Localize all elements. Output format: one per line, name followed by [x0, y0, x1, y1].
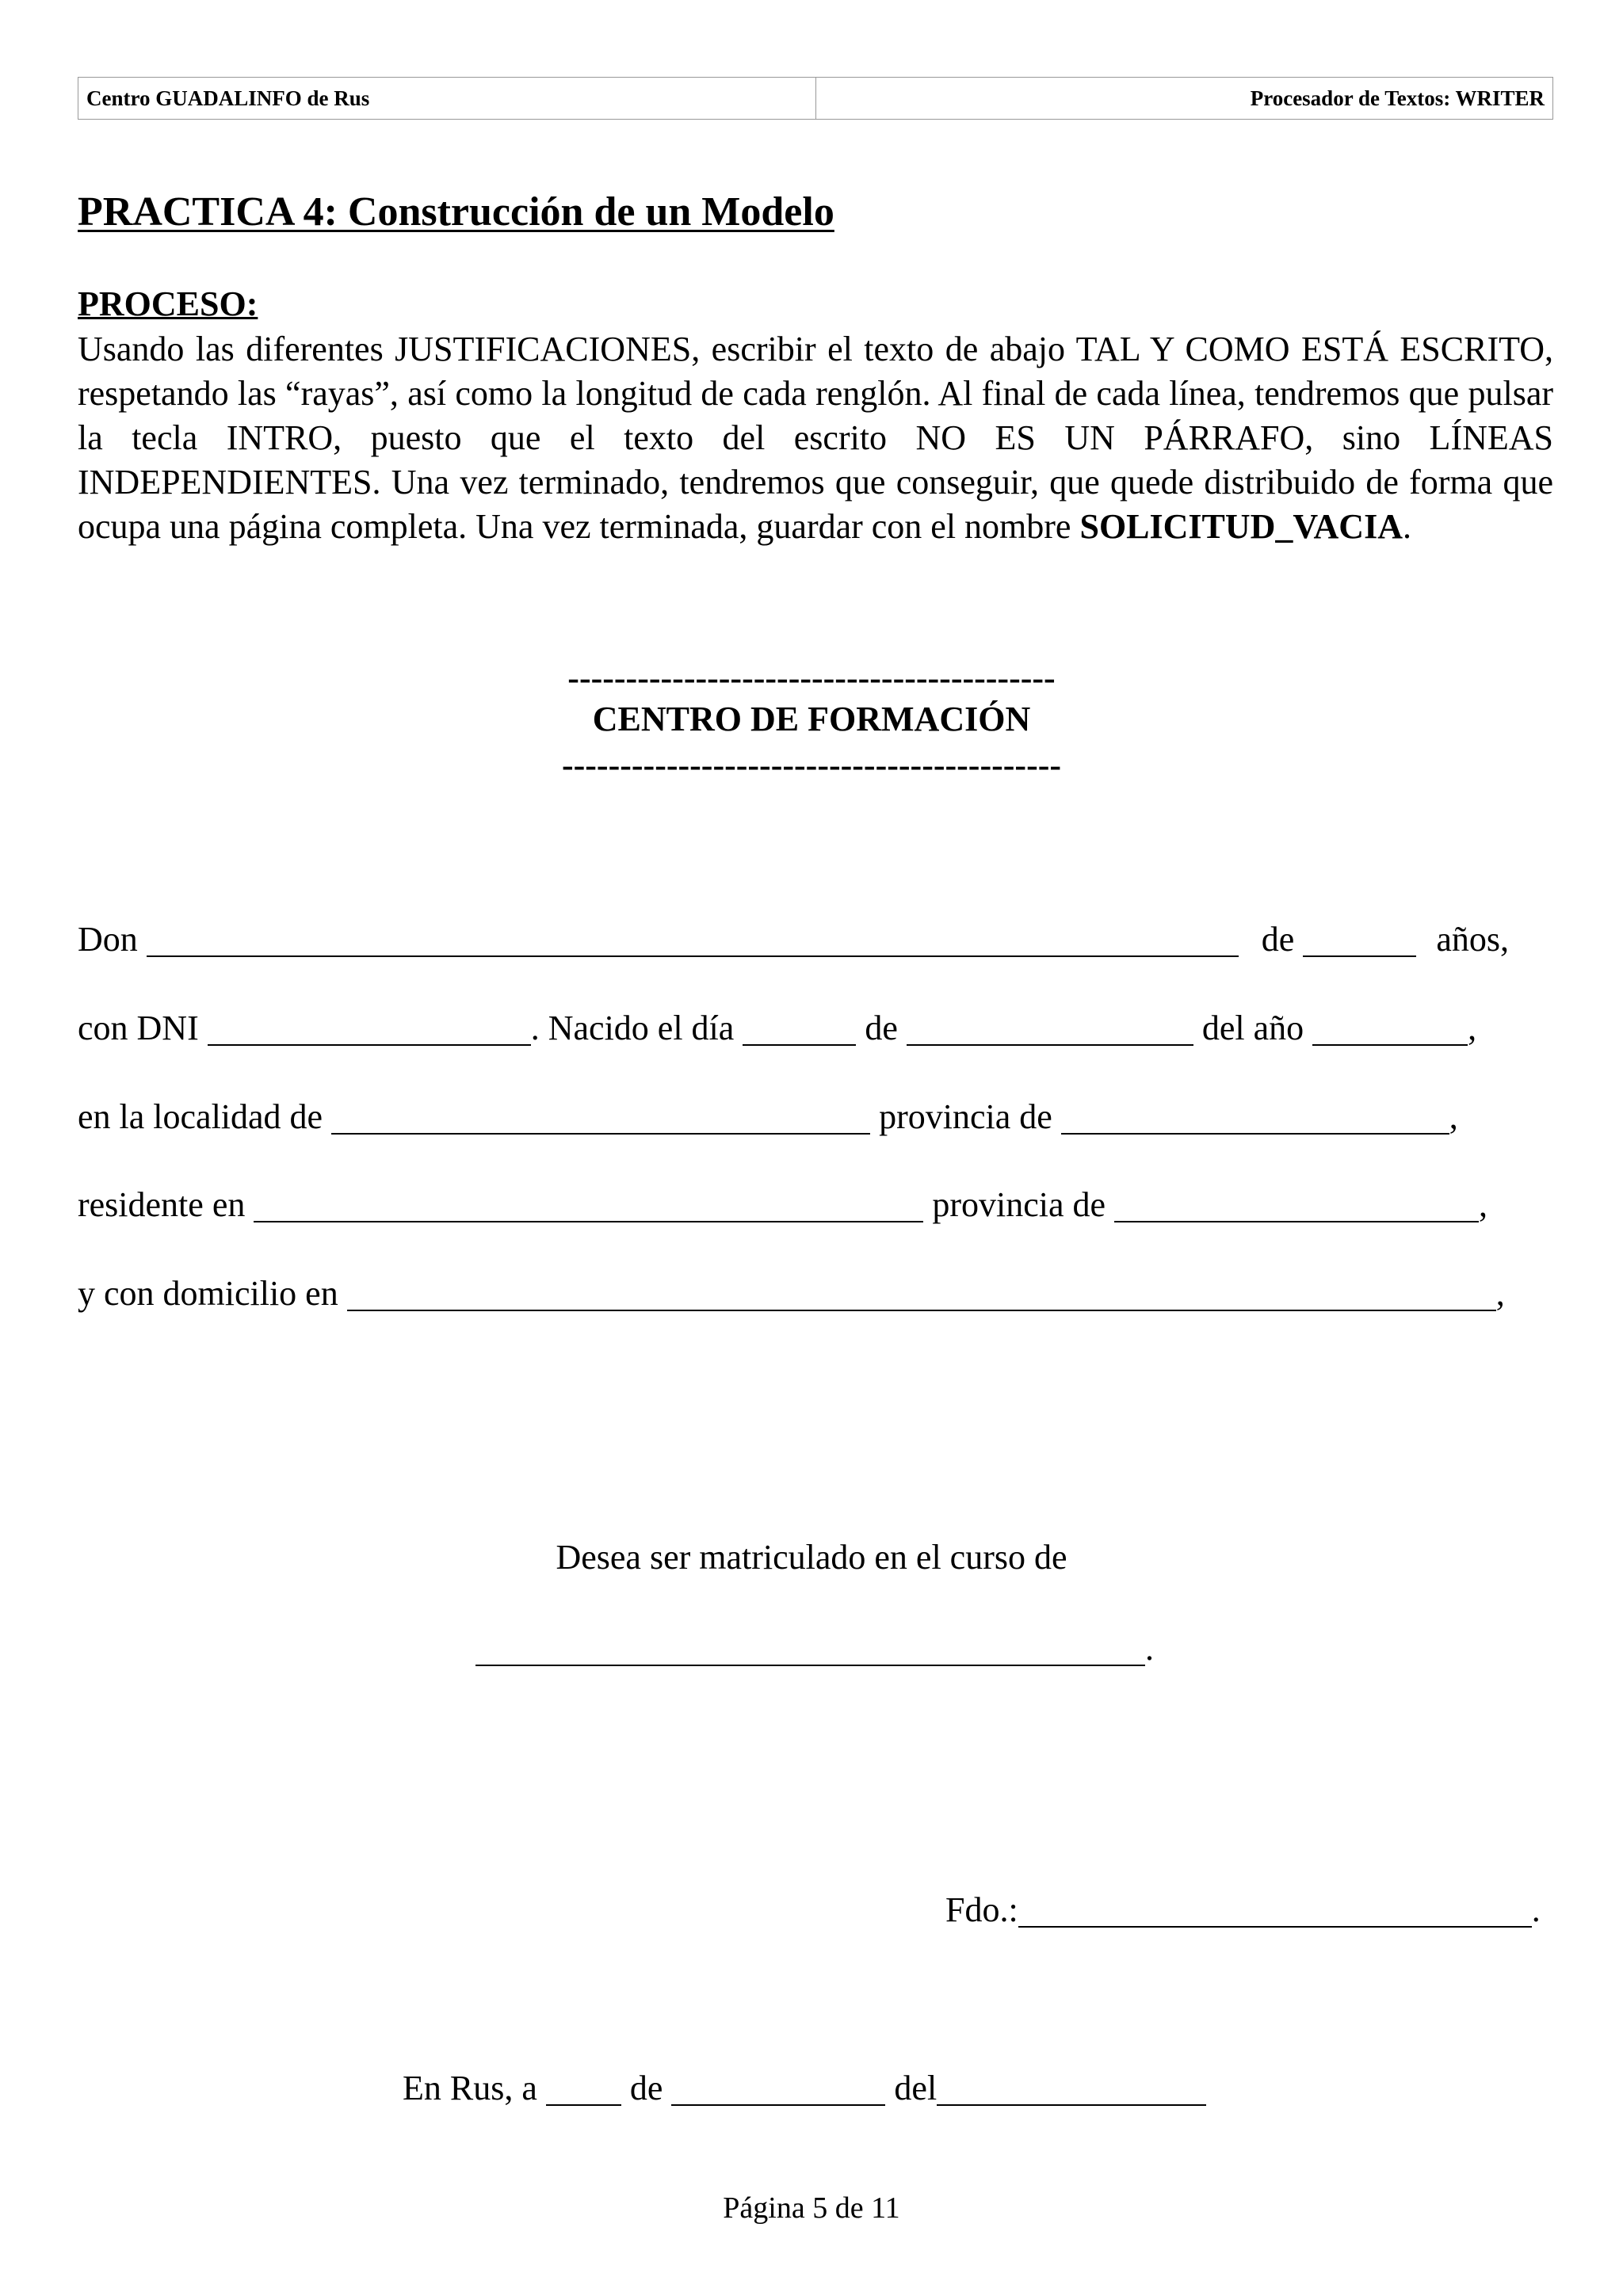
de-label-2: de: [865, 1009, 898, 1047]
de-label: de: [1261, 920, 1295, 959]
mes-blank: [671, 2073, 885, 2106]
day-blank: [743, 1013, 856, 1046]
comma: ,: [1479, 1185, 1488, 1224]
domicilio-blank: [347, 1278, 1496, 1311]
desea-text: Desea ser matriculado en el curso de: [556, 1538, 1067, 1577]
provincia-label-2: provincia de: [932, 1185, 1106, 1224]
del-label: del: [894, 2069, 938, 2107]
dashes-bottom: -------------------------------------------: [561, 746, 1062, 784]
year-blank: [1312, 1013, 1468, 1046]
dni-blank: [208, 1013, 531, 1046]
curso-line: [475, 1628, 1154, 1669]
form-line-domicilio: [78, 1273, 1568, 1314]
dni-label: con DNI: [78, 1009, 199, 1047]
localidad-label: en la localidad de: [78, 1097, 323, 1136]
don-label: Don: [78, 920, 138, 959]
provincia-blank: [1061, 1101, 1449, 1135]
firma-line: [945, 1890, 1541, 1930]
fdo-label: Fdo.:: [945, 1890, 1018, 1929]
firma-blank: [1018, 1894, 1532, 1928]
curso-end: .: [1145, 1629, 1154, 1668]
residente-blank: [254, 1189, 923, 1222]
intro-text: Usando las diferentes JUSTIFICACIONES, escribir el texto de abajo TAL Y COMO ESTÁ ESCRITO, respetando las “rayas”, así como la longitud de cada renglón. Al final de cada línea, tendremos que pulsar la tecla INTRO, puesto que el texto del escrito NO ES UN PÁRRAFO, sino LÍNEAS INDEPENDIENTES. Una vez terminado, tendremos que conseguir, que quede distribuido de forma que ocupa una página completa. Una vez terminada, guardar con el nombre: [78, 330, 1553, 546]
domicilio-label: y con domicilio en: [78, 1274, 338, 1313]
curso-blank: [475, 1633, 1145, 1666]
provincia-label: provincia de: [879, 1097, 1052, 1136]
proceso-label: PROCESO:: [78, 284, 258, 323]
anio-blank: [937, 2073, 1206, 2106]
residente-label: residente en: [78, 1185, 246, 1224]
en-rus-label: En Rus, a: [403, 2069, 537, 2107]
firma-end: .: [1531, 1890, 1541, 1929]
intro-paragraph: [78, 327, 1553, 549]
header-left: Centro GUADALINFO de Rus: [78, 78, 816, 119]
dashes-top: ------------------------------------------: [567, 658, 1056, 697]
header-right: Procesador de Textos: WRITER: [1250, 86, 1545, 110]
form-line-localidad: [78, 1097, 1568, 1137]
provincia-blank-2: [1114, 1189, 1479, 1222]
fecha-line: [403, 2068, 1206, 2108]
page-header: [78, 77, 1553, 120]
page-footer: Página 5 de 11: [723, 2191, 900, 2225]
intro-end: .: [1402, 507, 1411, 546]
nacido-label: . Nacido el día: [530, 1009, 735, 1047]
comma: ,: [1468, 1009, 1477, 1047]
page-title: PRACTICA 4: Construcción de un Modelo: [78, 189, 834, 235]
localidad-blank: [331, 1101, 870, 1135]
form-line-dni: [78, 1008, 1568, 1048]
dia-blank: [546, 2073, 621, 2106]
comma: ,: [1449, 1097, 1458, 1136]
intro-filename: SOLICITUD_VACIA: [1079, 507, 1403, 546]
centro-heading: CENTRO DE FORMACIÓN: [592, 700, 1031, 738]
month-blank: [907, 1013, 1193, 1046]
del-ano-label: del año: [1201, 1009, 1304, 1047]
form-line-don: [78, 919, 1568, 959]
name-blank: [147, 924, 1239, 957]
comma: ,: [1495, 1274, 1505, 1313]
de-label-3: de: [629, 2069, 663, 2107]
age-blank: [1303, 924, 1416, 957]
anos-label: años,: [1436, 920, 1509, 959]
form-line-residente: [78, 1184, 1568, 1225]
